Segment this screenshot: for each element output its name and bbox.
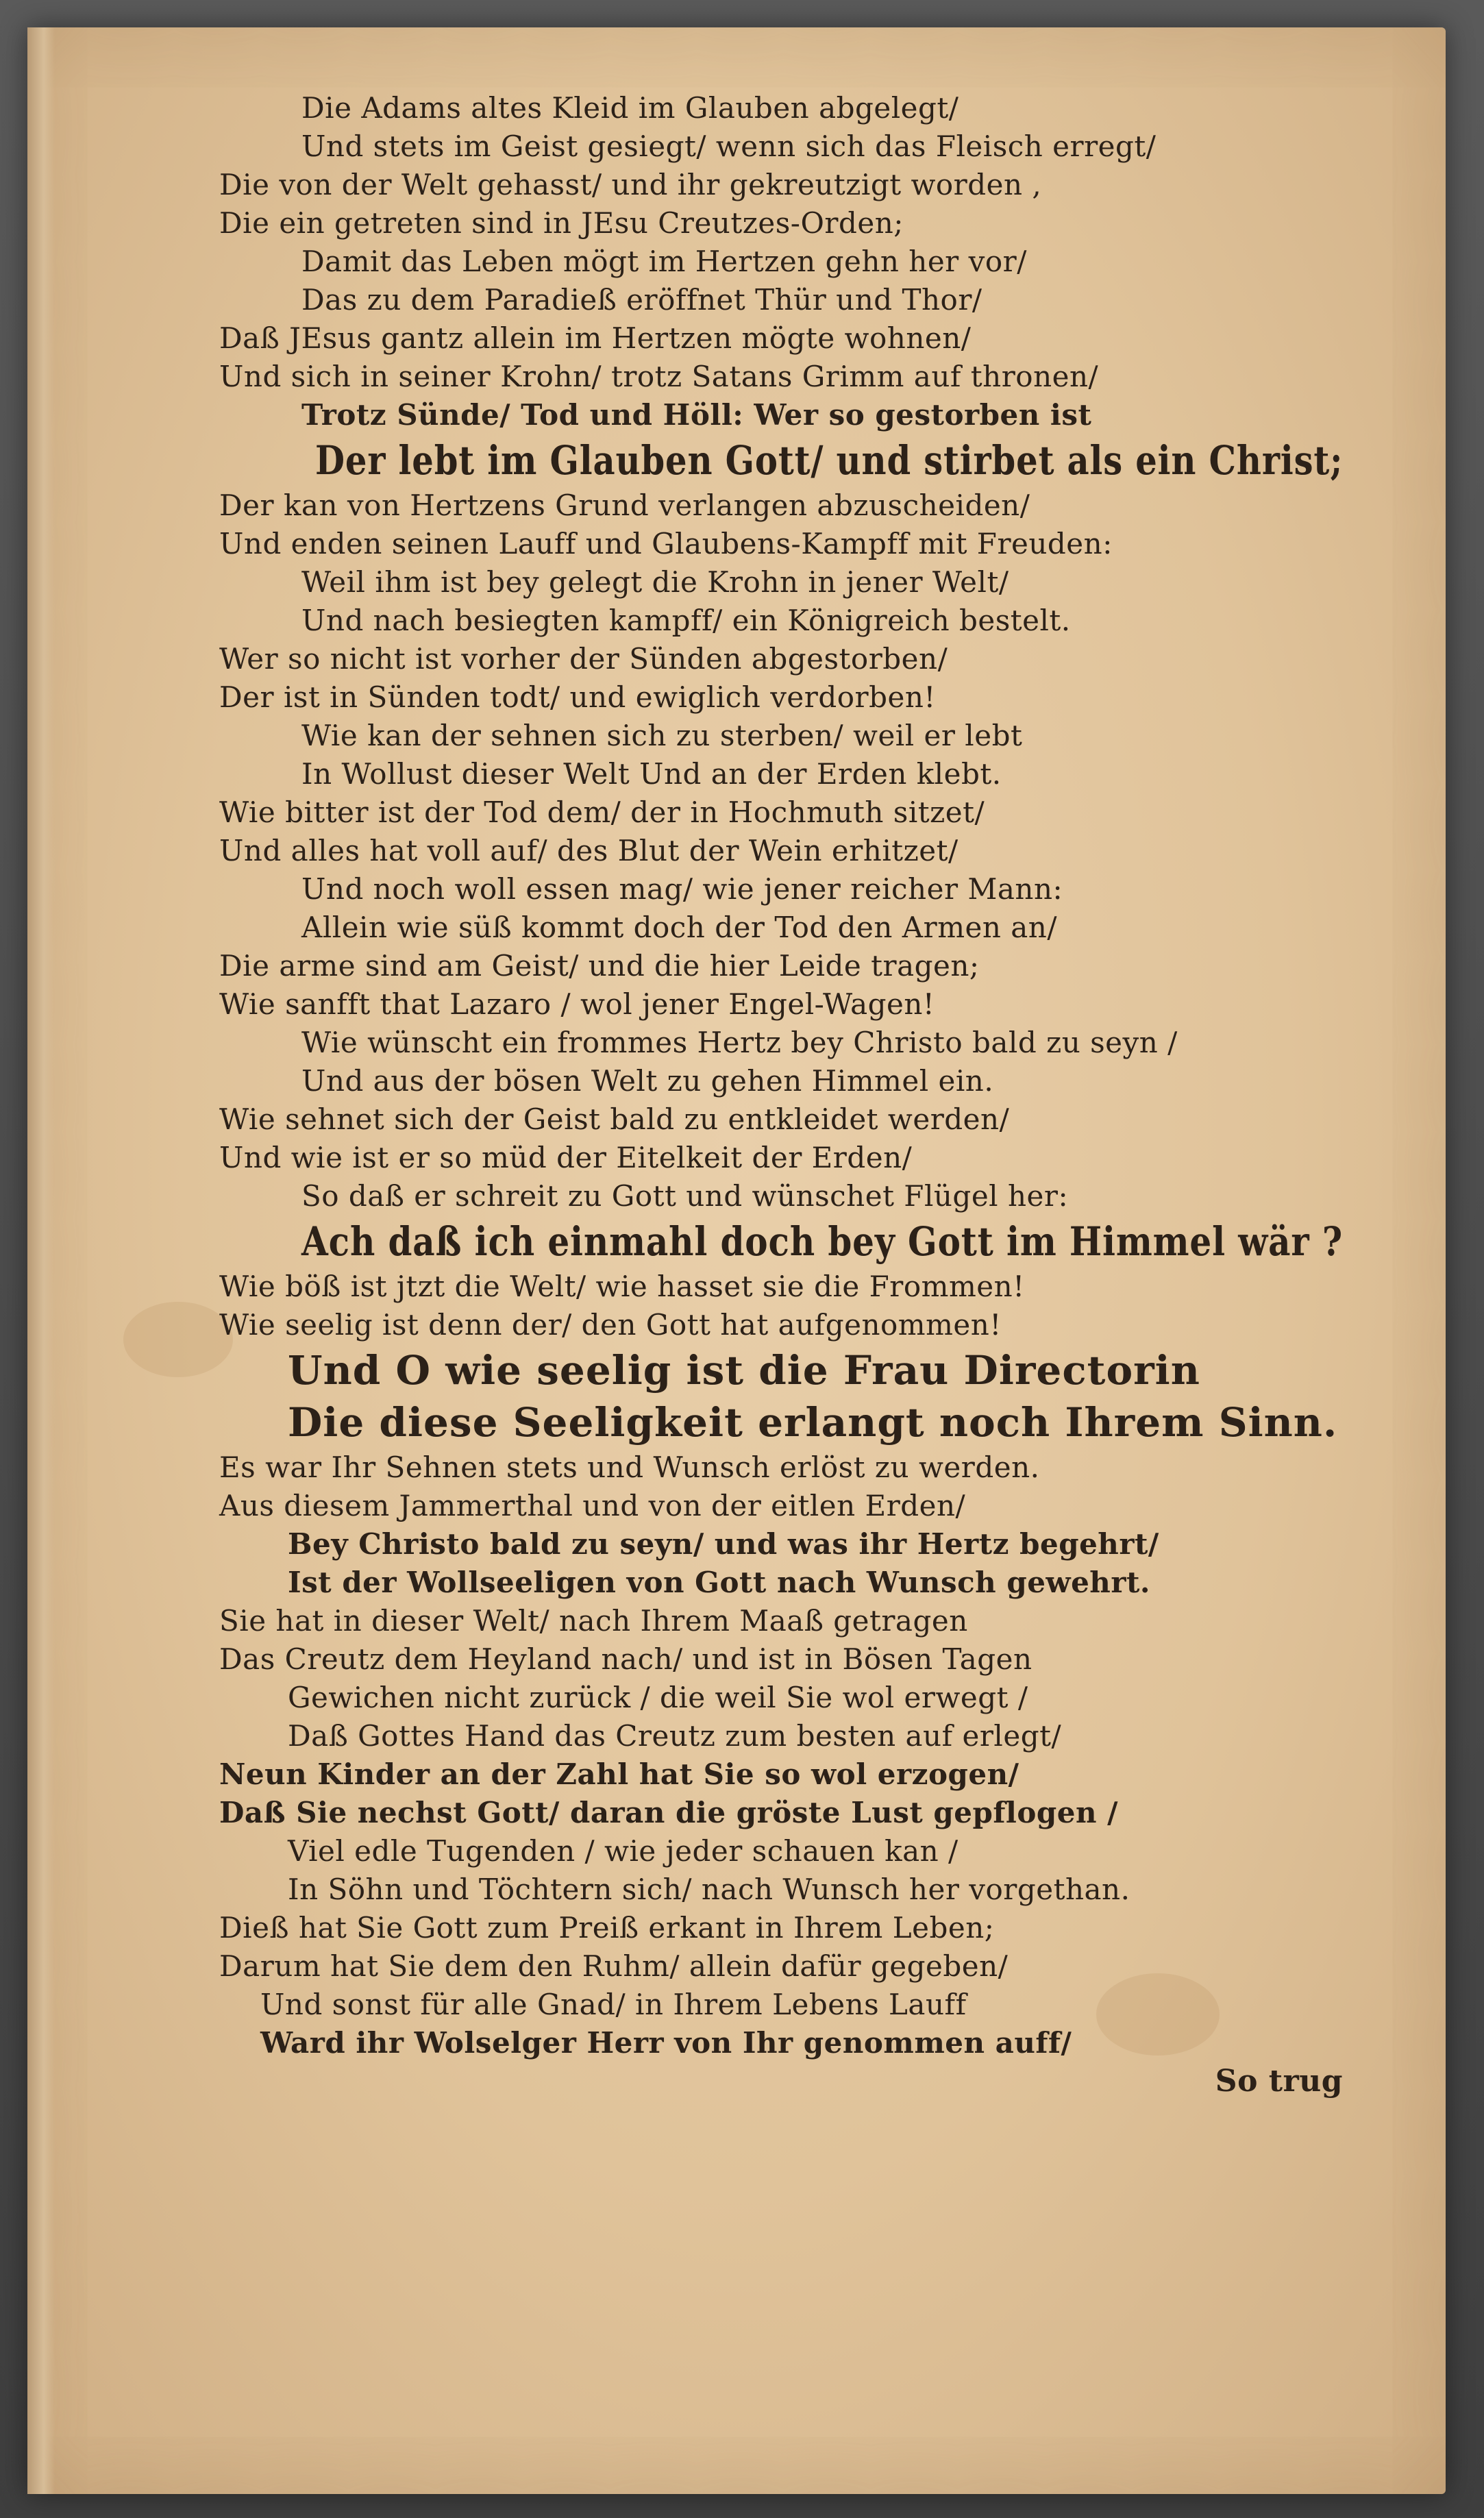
poem-line: Daß Sie nechst Gott/ daran die gröste Lust gepflogen / [219,1796,1118,1829]
poem-line: Daß Gottes Hand das Creutz zum besten auf erlegt/ [288,1719,1062,1753]
poem-line: Bey Christo bald zu seyn/ und was ihr Hertz begehrt/ [288,1527,1159,1561]
poem-line: Dieß hat Sie Gott zum Preiß erkant in Ihrem Leben; [219,1911,995,1945]
poem-line: Gewichen nicht zurück / die weil Sie wol erwegt / [288,1681,1028,1714]
poem-line: Es war Ihr Sehnen stets und Wunsch erlöst zu werden. [219,1451,1040,1484]
poem-line-emphasized: Ach daß ich einmahl doch bey Gott im Himmel wär ? [301,1218,1344,1265]
poem-line: Und wie ist er so müd der Eitelkeit der Erden/ [219,1141,913,1174]
poem-line: Und aus der bösen Welt zu gehen Himmel ein. [301,1064,994,1098]
poem-line: Trotz Sünde/ Tod und Höll: Wer so gestorben ist [301,398,1092,432]
page-binding-edge [27,27,55,2494]
poem-text-block [206,89,1343,2101]
poem-line: Darum hat Sie dem den Ruhm/ allein dafür gegeben/ [219,1949,1009,1983]
poem-line: Und sich in seiner Krohn/ trotz Satans Grimm auf thronen/ [219,360,1099,393]
poem-line: Wie seelig ist denn der/ den Gott hat aufgenommen! [219,1308,1002,1342]
poem-line: Der ist in Sünden todt/ und ewiglich verdorben! [219,680,936,714]
poem-line: Neun Kinder an der Zahl hat Sie so wol erzogen/ [219,1757,1019,1791]
poem-line: In Wollust dieser Welt Und an der Erden klebt. [301,757,1002,791]
poem-line: Wer so nicht ist vorher der Sünden abgestorben/ [219,642,948,676]
poem-line: Die arme sind am Geist/ und die hier Leide tragen; [219,949,980,983]
poem-line: Die von der Welt gehasst/ und ihr gekreutzigt worden , [219,168,1042,201]
poem-line: Allein wie süß kommt doch der Tod den Armen an/ [301,911,1058,944]
poem-line: Daß JEsus gantz allein im Hertzen mögte wohnen/ [219,321,972,355]
poem-line: Wie sehnet sich der Geist bald zu entkleidet werden/ [219,1102,1010,1136]
poem-line: Die Adams altes Kleid im Glauben abgelegt/ [301,91,959,125]
poem-line-emphasized: Der lebt im Glauben Gott/ und stirbet als ein Christ; [315,437,1344,484]
poem-line: Wie kan der sehnen sich zu sterben/ weil er lebt [301,719,1023,752]
poem-line: Und nach besiegten kampff/ ein Königreich bestelt. [301,604,1071,637]
poem-line: Und noch woll essen mag/ wie jener reicher Mann: [301,872,1063,906]
poem-line: Damit das Leben mögt im Hertzen gehn her vor/ [301,245,1027,278]
poem-line: Aus diesem Jammerthal und von der eitlen Erden/ [219,1489,966,1522]
poem-line: Das zu dem Paradieß eröffnet Thür und Thor/ [301,283,982,317]
poem-line: Wie bitter ist der Tod dem/ der in Hochmuth sitzet/ [219,795,985,829]
poem-line: Und sonst für alle Gnad/ in Ihrem Lebens Lauff [260,1988,967,2021]
poem-line: Und enden seinen Lauff und Glaubens-Kampff mit Freuden: [219,527,1113,560]
poem-line: Der kan von Hertzens Grund verlangen abzuscheiden/ [219,489,1030,522]
catchword-row [206,2062,1343,2101]
poem-line: Ward ihr Wolselger Herr von Ihr genommen auff/ [260,2026,1072,2060]
poem-line: Wie wünscht ein frommes Hertz bey Christo bald zu seyn / [301,1026,1178,1059]
poem-line: Sie hat in dieser Welt/ nach Ihrem Maaß getragen [219,1604,968,1638]
poem-line: Und alles hat voll auf/ des Blut der Wein erhitzet/ [219,834,959,867]
poem-line: Die ein getreten sind in JEsu Creutzes-Orden; [219,206,904,240]
poem-line-emphasized: Die diese Seeligkeit erlangt noch Ihrem Sinn. [288,1399,1338,1446]
poem-line: Viel edle Tugenden / wie jeder schauen kan / [288,1834,959,1868]
poem-line-emphasized: Und O wie seelig ist die Frau Directorin [288,1347,1200,1394]
poem-line: So daß er schreit zu Gott und wünschet Flügel her: [301,1179,1069,1213]
poem-line: Wie böß ist jtzt die Welt/ wie hasset sie die Frommen! [219,1270,1025,1303]
poem-line: Wie sanfft that Lazaro / wol jener Engel-Wagen! [219,987,935,1021]
poem-line: Weil ihm ist bey gelegt die Krohn in jener Welt/ [301,565,1009,599]
poem-line: Das Creutz dem Heyland nach/ und ist in Bösen Tagen [219,1642,1032,1676]
catchword: So trug [1215,2064,1343,2099]
poem-line: Ist der Wollseeligen von Gott nach Wunsch gewehrt. [288,1566,1150,1599]
poem-line: In Söhn und Töchtern sich/ nach Wunsch her vorgethan. [288,1873,1130,1906]
poem-line: Und stets im Geist gesiegt/ wenn sich das Fleisch erregt/ [301,129,1157,163]
